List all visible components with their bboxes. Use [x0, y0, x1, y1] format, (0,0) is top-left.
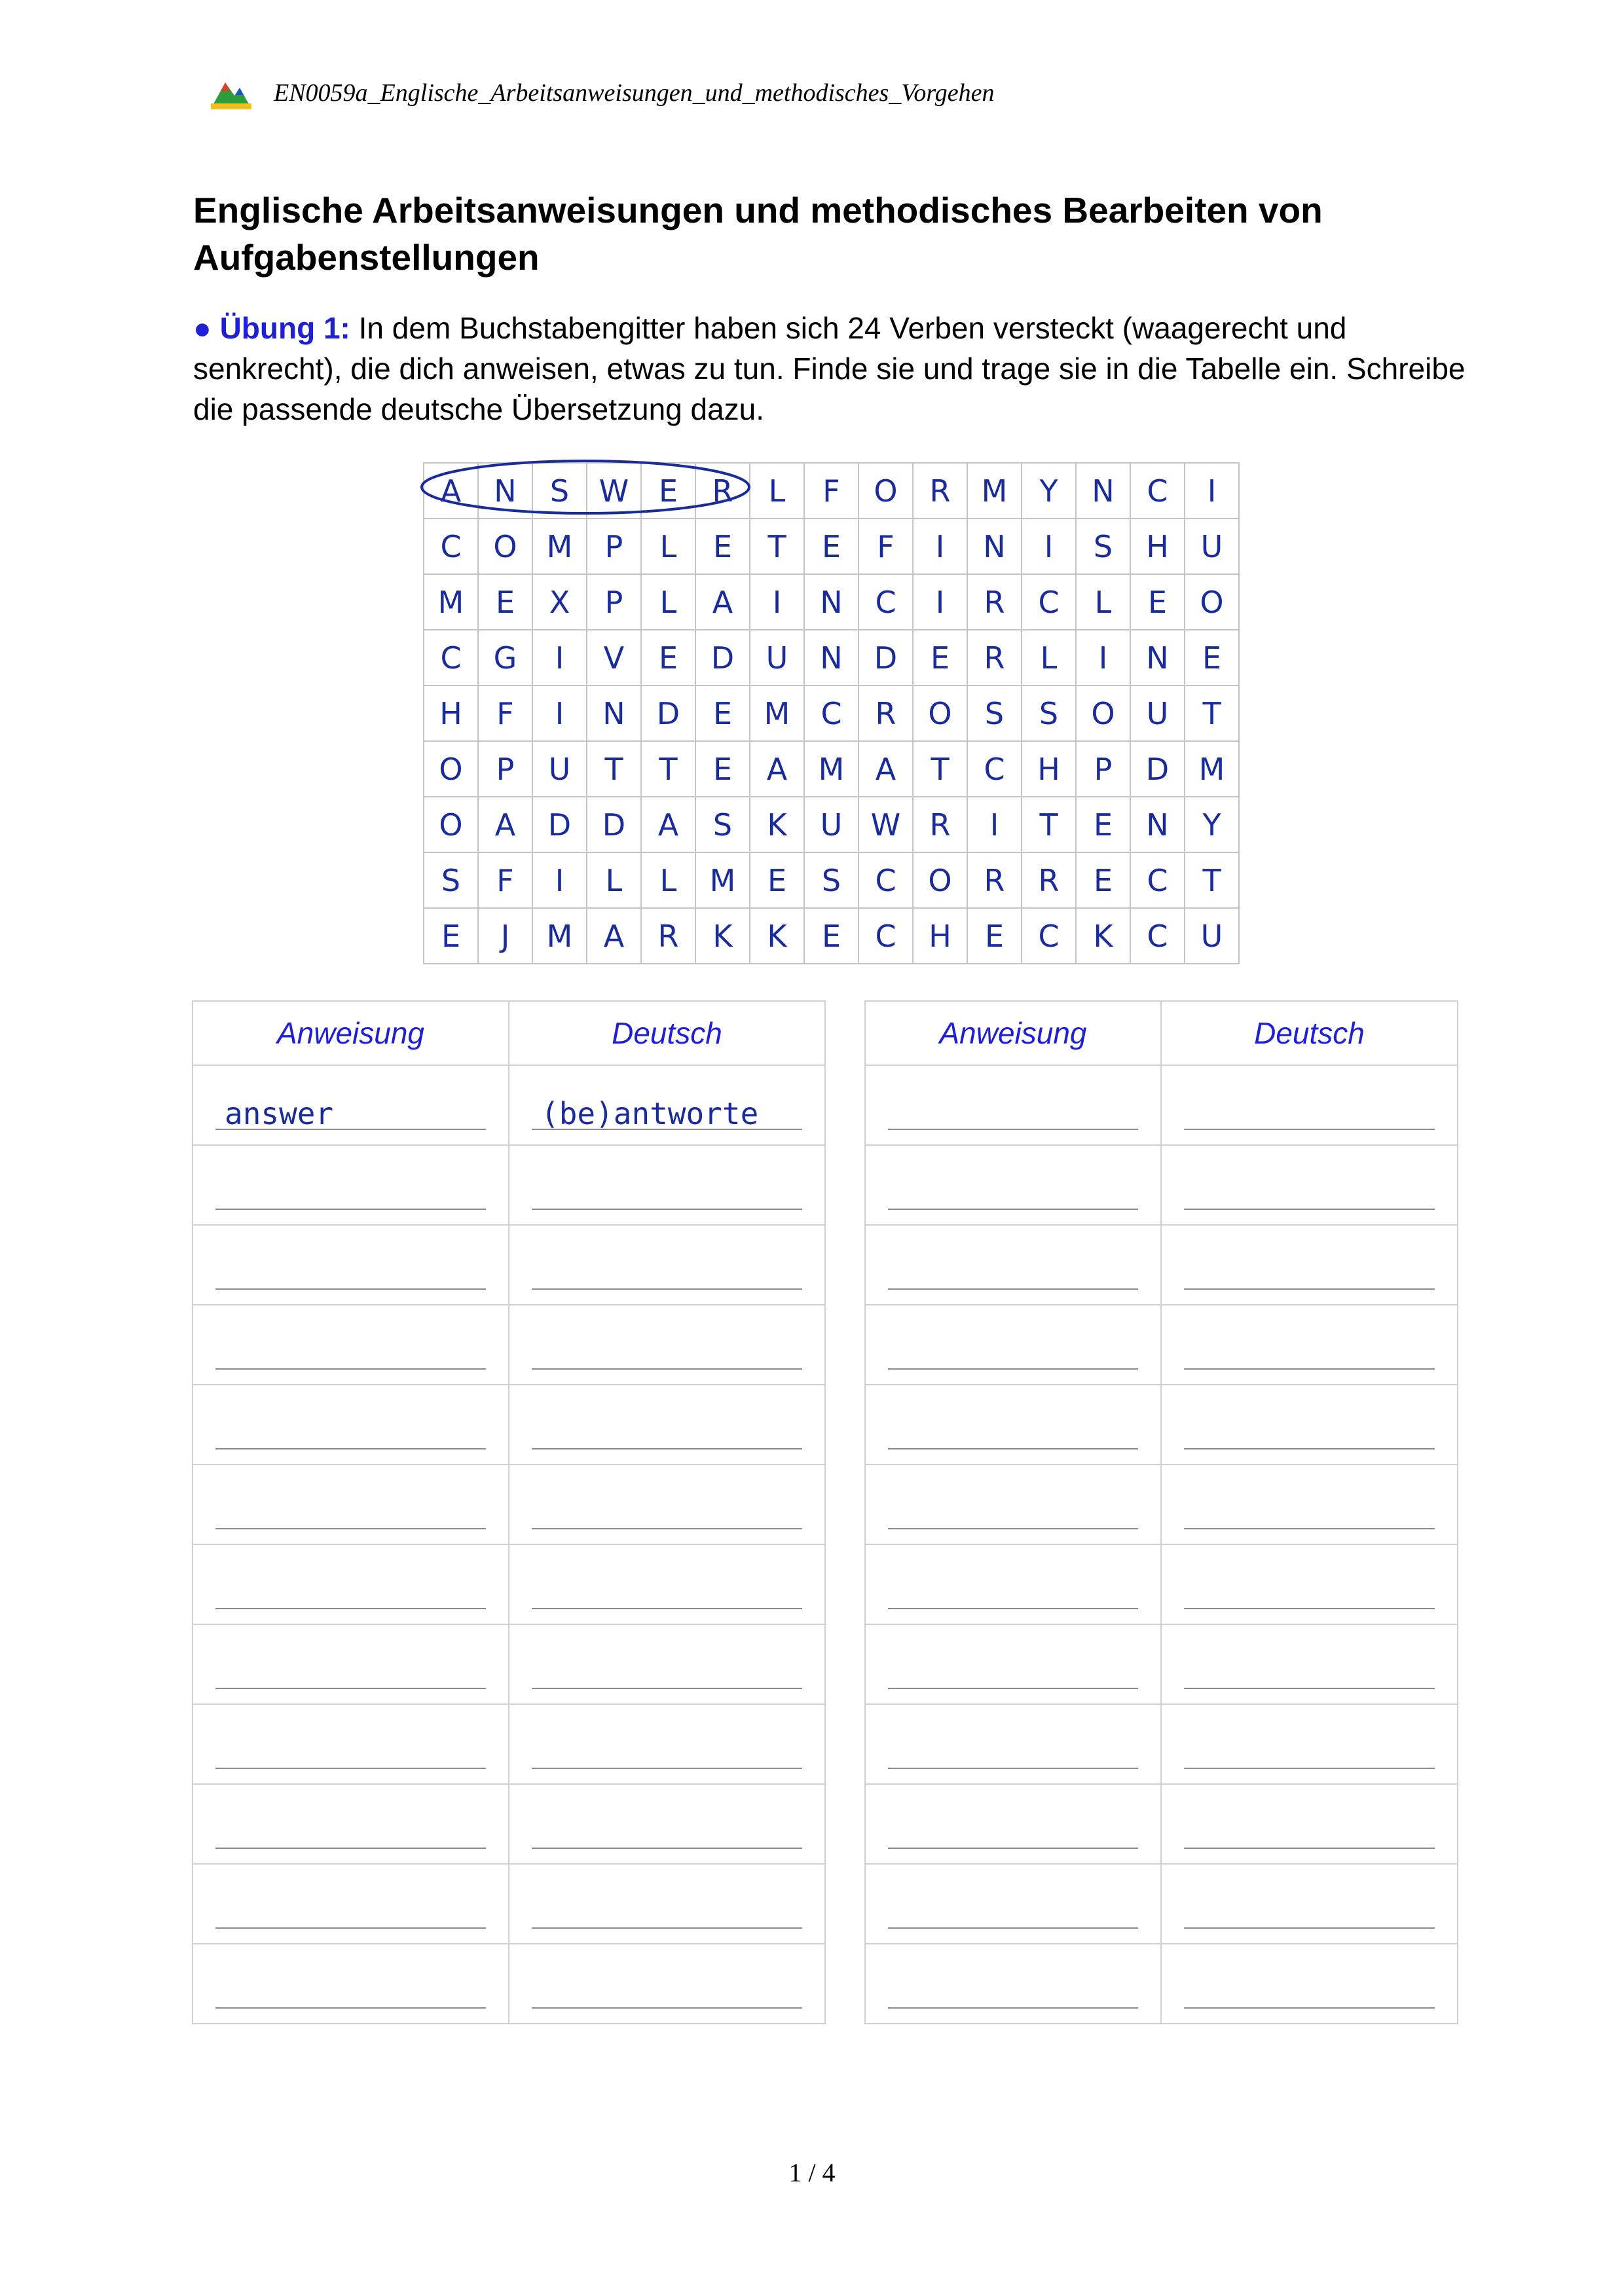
table-row	[193, 1784, 825, 1864]
grid-letter: N	[1130, 630, 1185, 685]
deutsch-cell[interactable]	[1161, 1624, 1458, 1704]
write-line[interactable]	[888, 1528, 1138, 1529]
write-line[interactable]	[888, 1368, 1138, 1370]
grid-letter: O	[913, 685, 967, 741]
write-line[interactable]	[888, 1688, 1138, 1689]
grid-letter: R	[913, 463, 967, 519]
grid-letter: O	[1185, 574, 1239, 630]
grid-letter: F	[858, 519, 913, 574]
grid-letter: T	[641, 741, 695, 797]
grid-letter: M	[804, 741, 858, 797]
anweisung-cell[interactable]	[865, 1225, 1161, 1305]
table-row	[193, 1225, 825, 1305]
deutsch-cell[interactable]	[509, 1225, 825, 1305]
deutsch-cell[interactable]	[509, 1145, 825, 1225]
grid-letter: E	[478, 574, 532, 630]
write-line[interactable]	[532, 1288, 802, 1290]
mountain-logo-icon	[208, 73, 254, 113]
grid-letter: R	[858, 685, 913, 741]
table-row	[865, 1544, 1458, 1624]
grid-letter: K	[750, 797, 804, 852]
write-line[interactable]	[215, 1688, 486, 1689]
grid-letter: R	[695, 463, 750, 519]
grid-row	[424, 852, 1239, 908]
grid-letter: Y	[1022, 463, 1076, 519]
grid-letter: C	[424, 630, 478, 685]
deutsch-cell[interactable]	[1161, 1864, 1458, 1944]
anweisung-cell[interactable]	[193, 1864, 509, 1944]
grid-letter: M	[532, 519, 587, 574]
table-row	[865, 1704, 1458, 1784]
exercise-instructions	[193, 308, 1477, 429]
write-line[interactable]	[532, 1927, 802, 1929]
write-line[interactable]	[215, 1848, 486, 1849]
grid-row	[424, 908, 1239, 964]
grid-letter: D	[532, 797, 587, 852]
grid-letter: N	[478, 463, 532, 519]
deutsch-cell[interactable]	[1161, 1225, 1458, 1305]
write-line[interactable]	[1184, 1288, 1435, 1290]
anweisung-cell[interactable]	[193, 1784, 509, 1864]
deutsch-cell[interactable]	[1161, 1704, 1458, 1784]
write-line[interactable]	[1184, 1209, 1435, 1210]
deutsch-cell[interactable]	[509, 1065, 825, 1145]
write-line[interactable]	[888, 2007, 1138, 2009]
grid-letter: P	[587, 519, 641, 574]
write-line[interactable]	[1184, 1848, 1435, 1849]
grid-letter: H	[913, 908, 967, 964]
grid-letter: J	[478, 908, 532, 964]
grid-letter: I	[967, 797, 1022, 852]
write-line[interactable]	[532, 1848, 802, 1849]
anweisung-cell[interactable]	[193, 1624, 509, 1704]
page-number: 1 / 4	[788, 2158, 836, 2187]
anweisung-cell[interactable]	[193, 1305, 509, 1385]
grid-row	[424, 797, 1239, 852]
grid-letter: U	[1130, 685, 1185, 741]
grid-letter: I	[1185, 463, 1239, 519]
write-line[interactable]	[215, 1448, 486, 1449]
vocab-table-right	[864, 1000, 1458, 2024]
anweisung-cell[interactable]	[193, 1145, 509, 1225]
grid-letter: N	[587, 685, 641, 741]
write-line[interactable]	[215, 1927, 486, 1929]
deutsch-cell[interactable]	[1161, 1944, 1458, 2024]
deutsch-cell[interactable]	[509, 1385, 825, 1465]
write-line[interactable]	[215, 1608, 486, 1609]
grid-letter: I	[913, 519, 967, 574]
grid-letter: P	[478, 741, 532, 797]
grid-letter: A	[695, 574, 750, 630]
grid-letter: T	[913, 741, 967, 797]
grid-letter: I	[913, 574, 967, 630]
grid-letter: C	[1022, 908, 1076, 964]
grid-letter: R	[967, 852, 1022, 908]
grid-letter: R	[967, 630, 1022, 685]
deutsch-cell[interactable]	[1161, 1065, 1458, 1145]
grid-letter: C	[1022, 574, 1076, 630]
grid-letter: U	[532, 741, 587, 797]
grid-letter: D	[1130, 741, 1185, 797]
grid-letter: C	[858, 574, 913, 630]
grid-letter: A	[750, 741, 804, 797]
table-row	[865, 1305, 1458, 1385]
grid-letter: U	[1185, 519, 1239, 574]
grid-letter: L	[750, 463, 804, 519]
anweisung-cell[interactable]	[193, 1225, 509, 1305]
grid-letter: E	[1185, 630, 1239, 685]
deutsch-cell[interactable]	[509, 1704, 825, 1784]
grid-letter: L	[641, 519, 695, 574]
word-search-grid	[423, 462, 1240, 964]
write-line[interactable]	[215, 2007, 486, 2009]
page-title: Englische Arbeitsanweisungen und methodisches Bearbeiten von Aufgabenstellungen	[193, 190, 1323, 278]
grid-letter: A	[641, 797, 695, 852]
grid-letter: N	[1130, 797, 1185, 852]
column-header-deutsch: Deutsch	[509, 1001, 825, 1065]
grid-letter: A	[587, 908, 641, 964]
grid-letter: O	[424, 797, 478, 852]
handwritten-answer: answer	[225, 1096, 334, 1131]
grid-letter: X	[532, 574, 587, 630]
grid-letter: D	[641, 685, 695, 741]
grid-letter: M	[750, 685, 804, 741]
grid-letter: O	[478, 519, 532, 574]
anweisung-cell[interactable]	[865, 1465, 1161, 1544]
write-line[interactable]	[1184, 1768, 1435, 1769]
grid-letter: E	[641, 463, 695, 519]
grid-letter: E	[750, 852, 804, 908]
grid-letter: E	[695, 741, 750, 797]
write-line[interactable]	[532, 1448, 802, 1449]
grid-letter: L	[1076, 574, 1130, 630]
grid-letter: O	[424, 741, 478, 797]
grid-letter: T	[1185, 852, 1239, 908]
deutsch-cell[interactable]	[1161, 1305, 1458, 1385]
grid-letter: K	[695, 908, 750, 964]
grid-letter: E	[641, 630, 695, 685]
table-row	[193, 1465, 825, 1544]
grid-letter: L	[641, 852, 695, 908]
grid-letter: E	[1076, 852, 1130, 908]
deutsch-cell[interactable]	[1161, 1784, 1458, 1864]
column-header-anweisung: Anweisung	[193, 1001, 509, 1065]
deutsch-cell[interactable]	[509, 1944, 825, 2024]
write-line[interactable]	[532, 1528, 802, 1529]
grid-letter: S	[967, 685, 1022, 741]
grid-letter: R	[1022, 852, 1076, 908]
grid-letter: E	[804, 519, 858, 574]
deutsch-cell[interactable]	[1161, 1465, 1458, 1544]
grid-letter: I	[532, 852, 587, 908]
deutsch-cell[interactable]	[509, 1624, 825, 1704]
write-line[interactable]	[1184, 1448, 1435, 1449]
table-row	[865, 1864, 1458, 1944]
table-row	[193, 1385, 825, 1465]
grid-letter: R	[641, 908, 695, 964]
grid-letter: N	[804, 574, 858, 630]
write-line[interactable]	[215, 1768, 486, 1769]
write-line[interactable]	[532, 1209, 802, 1210]
deutsch-cell[interactable]	[1161, 1385, 1458, 1465]
write-line[interactable]	[888, 1288, 1138, 1290]
write-line[interactable]	[1184, 1688, 1435, 1689]
write-line[interactable]	[215, 1288, 486, 1290]
grid-letter: A	[858, 741, 913, 797]
grid-letter: T	[587, 741, 641, 797]
grid-letter: S	[804, 852, 858, 908]
anweisung-cell[interactable]	[865, 1944, 1161, 2024]
grid-letter: C	[967, 741, 1022, 797]
deutsch-cell[interactable]	[1161, 1145, 1458, 1225]
deutsch-cell[interactable]	[509, 1305, 825, 1385]
grid-letter: H	[1022, 741, 1076, 797]
table-row	[193, 1544, 825, 1624]
grid-letter: C	[1130, 463, 1185, 519]
grid-letter: A	[478, 797, 532, 852]
table-row	[865, 1065, 1458, 1145]
grid-letter: F	[804, 463, 858, 519]
grid-letter: I	[532, 685, 587, 741]
table-row	[193, 1065, 825, 1145]
bullet-icon: ●	[193, 311, 212, 345]
exercise-label: Übung 1:	[219, 311, 350, 345]
grid-row	[424, 741, 1239, 797]
write-line[interactable]	[1184, 1927, 1435, 1929]
table-row	[865, 1385, 1458, 1465]
page-header	[208, 73, 994, 113]
grid-letter: H	[1130, 519, 1185, 574]
grid-letter: U	[750, 630, 804, 685]
grid-letter: E	[967, 908, 1022, 964]
write-line[interactable]	[215, 1368, 486, 1370]
table-row	[193, 1864, 825, 1944]
deutsch-cell[interactable]	[509, 1465, 825, 1544]
grid-letter: S	[1022, 685, 1076, 741]
write-line[interactable]	[215, 1528, 486, 1529]
table-row	[865, 1225, 1458, 1305]
grid-letter: N	[1076, 463, 1130, 519]
write-line[interactable]	[215, 1209, 486, 1210]
anweisung-cell[interactable]	[193, 1065, 509, 1145]
write-line[interactable]	[532, 2007, 802, 2009]
table-row	[193, 1704, 825, 1784]
anweisung-cell[interactable]	[193, 1704, 509, 1784]
deutsch-cell[interactable]	[509, 1784, 825, 1864]
grid-letter: V	[587, 630, 641, 685]
anweisung-cell[interactable]	[865, 1864, 1161, 1944]
grid-letter: E	[913, 630, 967, 685]
write-line[interactable]	[532, 1768, 802, 1769]
grid-letter: K	[750, 908, 804, 964]
write-line[interactable]	[888, 1129, 1138, 1130]
grid-letter: O	[913, 852, 967, 908]
write-line[interactable]	[1184, 1129, 1435, 1130]
write-line[interactable]	[1184, 2007, 1435, 2009]
anweisung-cell[interactable]	[193, 1465, 509, 1544]
grid-letter: F	[478, 852, 532, 908]
write-line[interactable]	[888, 1848, 1138, 1849]
grid-letter: M	[532, 908, 587, 964]
grid-letter: E	[695, 519, 750, 574]
anweisung-cell[interactable]	[193, 1544, 509, 1624]
grid-letter: L	[1022, 630, 1076, 685]
write-line[interactable]	[532, 1608, 802, 1609]
grid-letter: C	[1130, 852, 1185, 908]
grid-letter: N	[804, 630, 858, 685]
table-row	[865, 1784, 1458, 1864]
document-filename: EN0059a_Englische_Arbeitsanweisungen_und_methodisches_Vorgehen	[274, 79, 995, 107]
grid-letter: W	[587, 463, 641, 519]
table-row	[193, 1145, 825, 1225]
grid-letter: M	[1185, 741, 1239, 797]
write-line[interactable]	[532, 1688, 802, 1689]
write-line[interactable]	[888, 1608, 1138, 1609]
anweisung-cell[interactable]	[193, 1385, 509, 1465]
grid-row	[424, 463, 1239, 519]
grid-row	[424, 519, 1239, 574]
grid-row	[424, 630, 1239, 685]
anweisung-cell[interactable]	[865, 1385, 1161, 1465]
column-header-deutsch: Deutsch	[1161, 1001, 1458, 1065]
grid-letter: T	[750, 519, 804, 574]
grid-letter: D	[858, 630, 913, 685]
grid-letter: U	[804, 797, 858, 852]
grid-letter: U	[1185, 908, 1239, 964]
handwritten-answer: (be)antworte	[541, 1096, 759, 1131]
anweisung-cell[interactable]	[865, 1145, 1161, 1225]
anweisung-cell[interactable]	[865, 1544, 1161, 1624]
vocab-table-left	[192, 1000, 826, 2024]
grid-letter: S	[424, 852, 478, 908]
grid-row	[424, 574, 1239, 630]
grid-letter: E	[1130, 574, 1185, 630]
write-line[interactable]	[888, 1448, 1138, 1449]
grid-letter: S	[695, 797, 750, 852]
grid-letter: C	[858, 908, 913, 964]
table-row	[193, 1944, 825, 2024]
column-header-anweisung: Anweisung	[865, 1001, 1161, 1065]
grid-letter: C	[804, 685, 858, 741]
grid-letter: C	[1130, 908, 1185, 964]
grid-letter: I	[1076, 630, 1130, 685]
write-line[interactable]	[532, 1368, 802, 1370]
deutsch-cell[interactable]	[509, 1864, 825, 1944]
grid-letter: M	[695, 852, 750, 908]
grid-letter: C	[424, 519, 478, 574]
table-row	[193, 1305, 825, 1385]
grid-letter: L	[641, 574, 695, 630]
write-line[interactable]	[1184, 1608, 1435, 1609]
grid-letter: I	[750, 574, 804, 630]
write-line[interactable]	[888, 1209, 1138, 1210]
grid-letter: T	[1185, 685, 1239, 741]
deutsch-cell[interactable]	[1161, 1544, 1458, 1624]
grid-letter: S	[1076, 519, 1130, 574]
anweisung-cell[interactable]	[865, 1065, 1161, 1145]
grid-letter: T	[1022, 797, 1076, 852]
grid-row	[424, 685, 1239, 741]
grid-letter: M	[424, 574, 478, 630]
table-row	[865, 1944, 1458, 2024]
grid-letter: E	[424, 908, 478, 964]
write-line[interactable]	[1184, 1368, 1435, 1370]
grid-letter: W	[858, 797, 913, 852]
grid-letter: N	[967, 519, 1022, 574]
grid-letter: M	[967, 463, 1022, 519]
grid-letter: P	[587, 574, 641, 630]
grid-letter: L	[587, 852, 641, 908]
grid-letter: D	[695, 630, 750, 685]
grid-letter: O	[1076, 685, 1130, 741]
grid-letter: Y	[1185, 797, 1239, 852]
grid-letter: E	[695, 685, 750, 741]
grid-letter: G	[478, 630, 532, 685]
table-row	[865, 1145, 1458, 1225]
grid-letter: P	[1076, 741, 1130, 797]
anweisung-cell[interactable]	[193, 1944, 509, 2024]
grid-letter: R	[913, 797, 967, 852]
grid-letter: H	[424, 685, 478, 741]
grid-letter: C	[858, 852, 913, 908]
table-row	[193, 1624, 825, 1704]
grid-letter: E	[1076, 797, 1130, 852]
exercise-text: In dem Buchstabengitter haben sich 24 Verben versteckt (waagerecht und senkrecht), die dich anweisen, etwas zu tun. Finde sie und trage sie in die Tabelle ein. Schreibe die passende deutsche Übersetzung dazu.	[193, 311, 1466, 426]
write-line[interactable]	[888, 1768, 1138, 1769]
grid-letter: D	[587, 797, 641, 852]
grid-letter: R	[967, 574, 1022, 630]
anweisung-cell[interactable]	[865, 1624, 1161, 1704]
write-line[interactable]	[1184, 1528, 1435, 1529]
grid-letter: I	[1022, 519, 1076, 574]
anweisung-cell[interactable]	[865, 1704, 1161, 1784]
grid-letter: F	[478, 685, 532, 741]
grid-letter: A	[424, 463, 478, 519]
anweisung-cell[interactable]	[865, 1784, 1161, 1864]
grid-letter: S	[532, 463, 587, 519]
write-line[interactable]	[888, 1927, 1138, 1929]
deutsch-cell[interactable]	[509, 1544, 825, 1624]
grid-letter: K	[1076, 908, 1130, 964]
grid-letter: O	[858, 463, 913, 519]
grid-letter: E	[804, 908, 858, 964]
table-row	[865, 1465, 1458, 1544]
grid-letter: I	[532, 630, 587, 685]
anweisung-cell[interactable]	[865, 1305, 1161, 1385]
table-row	[865, 1624, 1458, 1704]
